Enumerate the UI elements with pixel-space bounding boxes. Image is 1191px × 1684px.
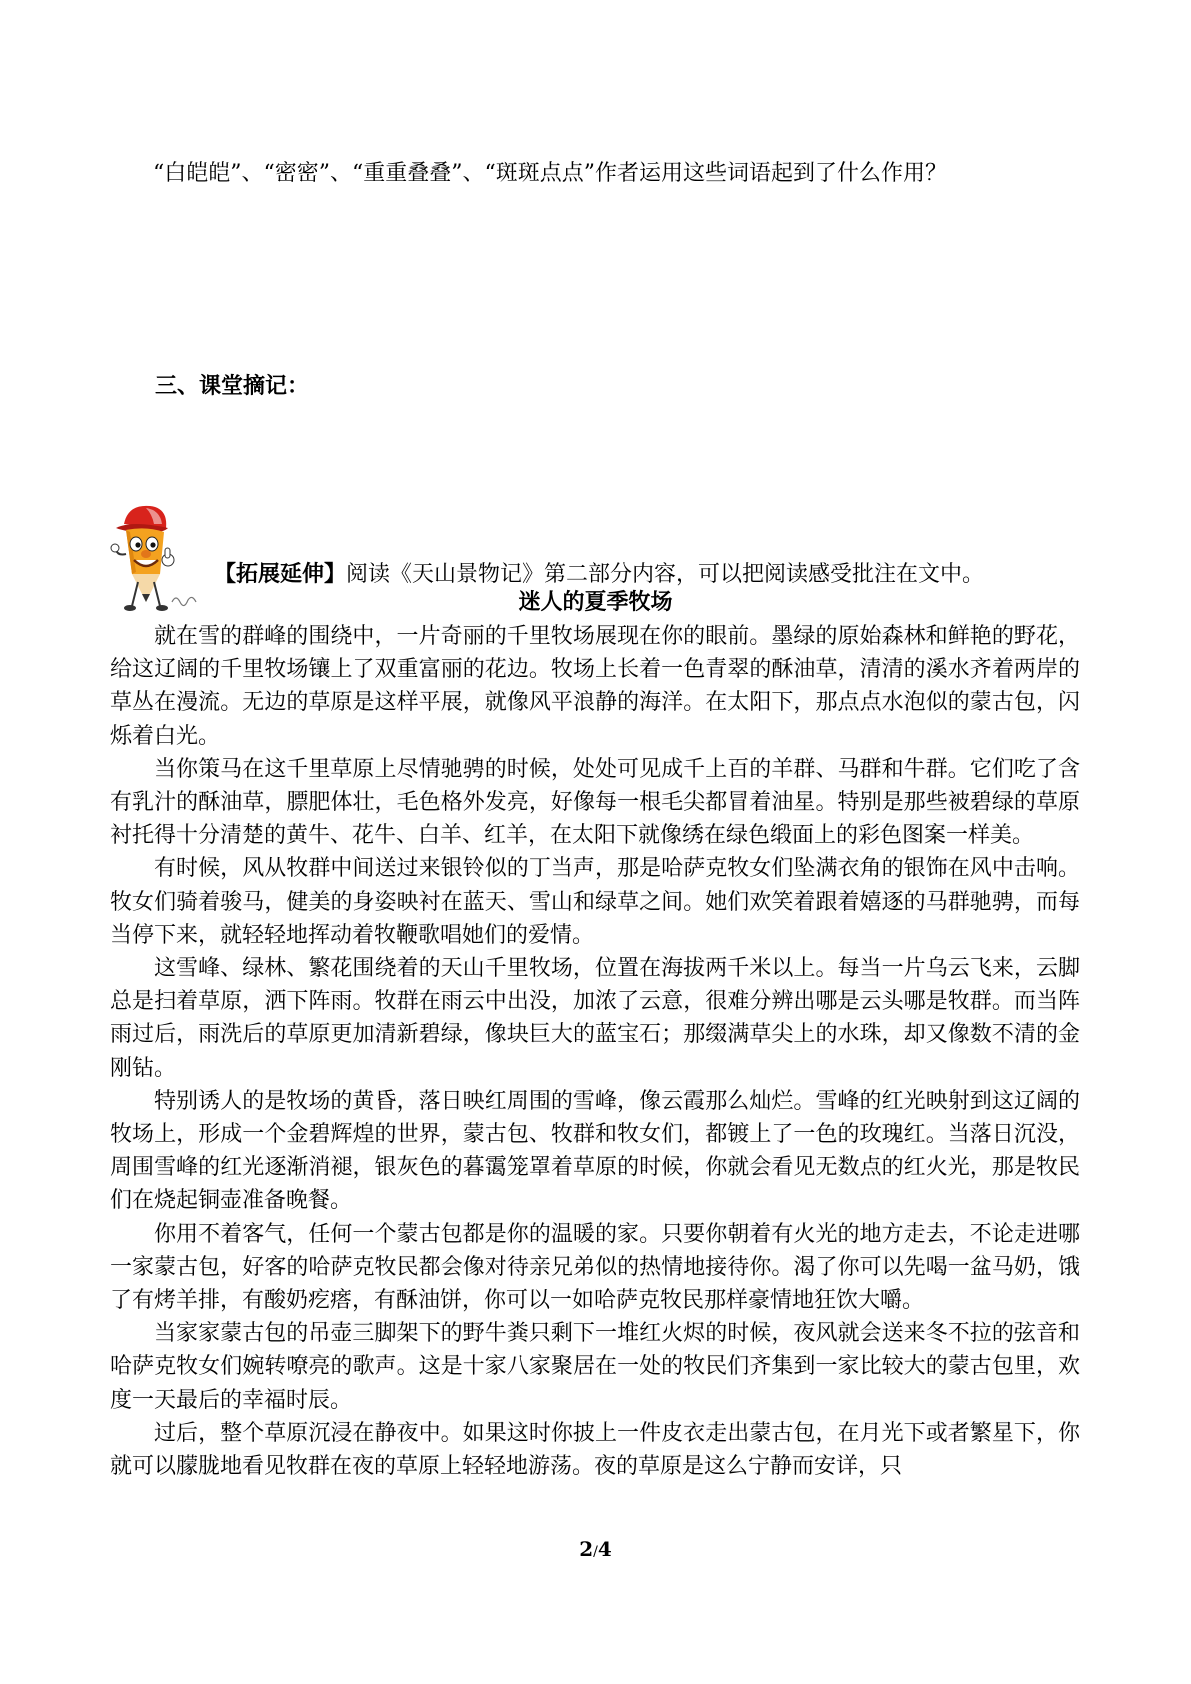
extension-text: 阅读《天山景物记》第二部分内容，可以把阅读感受批注在文中。 xyxy=(346,562,985,587)
article-paragraph: 有时候，风从牧群中间送过来银铃似的丁当声，那是哈萨克牧女们坠满衣角的银饰在风中击响。牧女们骑着骏马，健美的身姿映衬在蓝天、雪山和绿草之间。她们欢笑着跟着嬉逐的马群驰骋，而每当停下来，就轻轻地挥动着牧鞭歌唱她们的爱情。 xyxy=(110,856,1080,948)
section-title: 三、课堂摘记： xyxy=(155,373,310,399)
extension-tag: 【拓展延伸】 xyxy=(214,561,347,587)
article-paragraph: 就在雪的群峰的围绕中，一片奇丽的千里牧场展现在你的眼前。墨绿的原始森林和鲜艳的野花，给这辽阔的千里牧场镶上了双重富丽的花边。牧场上长着一色青翠的酥油草，清清的溪水齐着两岸的草丛在漫流。无边的草原是这样平展，就像风平浪静的海洋。在太阳下，那点点水泡似的蒙古包，闪烁着白光。 xyxy=(110,624,1080,749)
page-separator: / xyxy=(593,1544,598,1560)
article-paragraph: 这雪峰、绿林、繁花围绕着的天山千里牧场，位置在海拔两千米以上。每当一片乌云飞来，云脚总是扫着草原，洒下阵雨。牧群在雨云中出没，加浓了云意，很难分辨出哪是云头哪是牧群。而当阵雨过后，雨洗后的草原更加清新碧绿，像块巨大的蓝宝石；那缀满草尖上的水珠，却又像数不清的金刚钻。 xyxy=(110,956,1080,1081)
article-paragraph: 你用不着客气，任何一个蒙古包都是你的温暖的家。只要你朝着有火光的地方走去，不论走进哪一家蒙古包，好客的哈萨克牧民都会像对待亲兄弟似的热情地接待你。渴了你可以先喝一盆马奶，饿了有烤羊排，有酸奶疙瘩，有酥油饼，你可以一如哈萨克牧民那样豪情地狂饮大嚼。 xyxy=(110,1221,1080,1314)
total-pages: 4 xyxy=(597,1537,612,1561)
current-page: 2 xyxy=(579,1537,594,1561)
article-title: 迷人的夏季牧场 xyxy=(518,589,673,615)
article-paragraph: 过后，整个草原沉浸在静夜中。如果这时你披上一件皮衣走出蒙古包，在月光下或者繁星下，你就可以朦胧地看见牧群在夜的草原上轻轻地游荡。夜的草原是这么宁静而安详，只 xyxy=(110,1420,1080,1480)
page-number xyxy=(0,1536,1191,1565)
article-body xyxy=(110,620,1080,1483)
article-paragraph: 特别诱人的是牧场的黄昏，落日映红周围的雪峰，像云霞那么灿烂。雪峰的红光映射到这辽阔的牧场上，形成一个金碧辉煌的世界，蒙古包、牧群和牧女们，都镀上了一色的玫瑰红。当落日沉没，周围雪峰的红光逐渐消褪，银灰色的暮霭笼罩着草原的时候，你就会看见无数点的红火光，那是牧民们在烧起铜壶准备晚餐。 xyxy=(110,1088,1080,1214)
question-text: “白皑皑”、“密密”、“重重叠叠”、“斑斑点点”作者运用这些词语起到了什么作用？ xyxy=(153,161,947,186)
article-paragraph: 当家家蒙古包的吊壶三脚架下的野牛粪只剩下一堆红火烬的时候，夜风就会送来冬不拉的弦音和哈萨克牧女们婉转嘹亮的歌声。这是十家八家聚居在一处的牧民们齐集到一家比较大的蒙古包里，欢度一天最后的幸福时辰。 xyxy=(110,1321,1080,1413)
article-paragraph: 当你策马在这千里草原上尽情驰骋的时候，处处可见成千上百的羊群、马群和牛群。它们吃了含有乳汁的酥油草，膘肥体壮，毛色格外发亮，好像每一根毛尖都冒着油星。特别是那些被碧绿的草原衬托得十分清楚的黄牛、花牛、白羊、红羊，在太阳下就像绣在绿色缎面上的彩色图案一样美。 xyxy=(110,756,1080,849)
